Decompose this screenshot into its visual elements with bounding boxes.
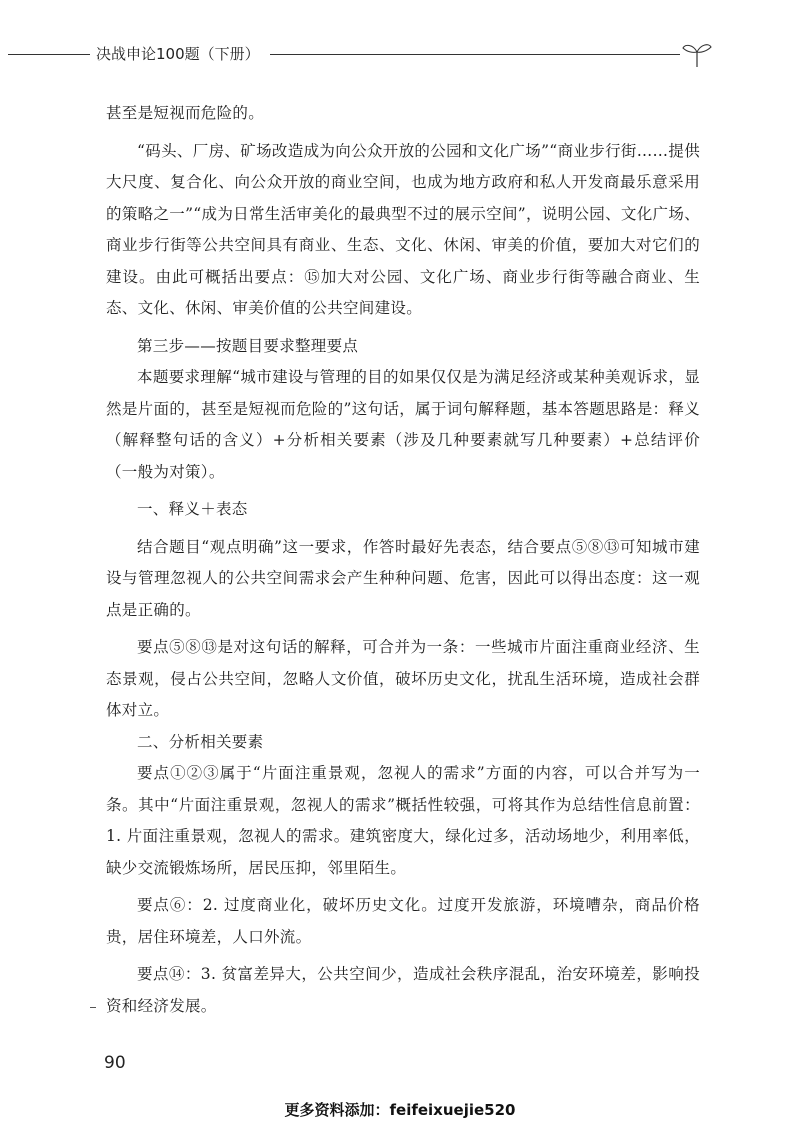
paragraph-point-14: 要点⑭：3. 贫富差异大，公共空间少，造成社会秩序混乱，治安环境差，影响投资和经济发展。 bbox=[106, 965, 700, 1015]
section-two-heading: 二、分析相关要素 bbox=[137, 732, 264, 751]
section-one-heading: 一、释义＋表态 bbox=[137, 500, 248, 518]
paragraph-continuation: 甚至是短视而危险的。 bbox=[106, 104, 265, 122]
page-number: 90 bbox=[104, 1053, 126, 1073]
page-body bbox=[106, 98, 700, 1022]
paragraph-points-1-2-3: 要点①②③属于“片面注重景观，忽视人的需求”方面的内容，可以合并写为一条。其中“片面注重景观，忽视人的需求”概括性较强，可将其作为总结性信息前置：1. 片面注重景观，忽视人的需求。建筑密度大，绿化过多，活动场地少，利用率低，缺少交流锻炼场所，居民压抑，邻里陌生。 bbox=[106, 764, 700, 877]
paragraph-analysis: “码头、厂房、矿场改造成为向公众开放的公园和文化广场”“商业步行街……提供大尺度、复合化、向公众开放的商业空间，也成为地方政府和私人开发商最乐意采用的策略之一”“成为日常生活审美化的最典型不过的展示空间”，说明公园、文化广场、商业步行街等公共空间具有商业、生态、文化、休闲、审美的价值，要加大对它们的建设。由此可概括出要点：⑮加大对公园、文化广场、商业步行街等融合商业、生态、文化、休闲、审美价值的公共空间建设。 bbox=[106, 141, 700, 317]
step-three-heading: 第三步——按题目要求整理要点 bbox=[137, 336, 359, 355]
paragraph-point-6: 要点⑥：2. 过度商业化，破坏历史文化。过度开发旅游，环境嘈杂，商品价格贵，居住环境差，人口外流。 bbox=[106, 896, 700, 946]
header-rule-left bbox=[8, 54, 90, 55]
running-header bbox=[0, 40, 800, 68]
sprout-icon bbox=[680, 40, 714, 68]
book-title: 决战申论100题（下册） bbox=[96, 45, 260, 63]
paragraph-explanation-points: 要点⑤⑧⑬是对这句话的解释，可合并为一条：一些城市片面注重商业经济、生态景观，侵占公共空间，忽略人文价值，破坏历史文化，扰乱生活环境，造成社会群体对立。 bbox=[106, 638, 700, 719]
paragraph-question-requirements: 本题要求理解“城市建设与管理的目的如果仅仅是为满足经济或某种美观诉求，显然是片面的，甚至是短视而危险的”这句话，属于词句解释题，基本答题思路是：释义（解释整句话的含义）+分析相关要素（涉及几种要素就写几种要素）+总结评价（一般为对策）。 bbox=[106, 368, 700, 481]
paragraph-stance: 结合题目“观点明确”这一要求，作答时最好先表态，结合要点⑤⑧⑬可知城市建设与管理忽视人的公共空间需求会产生种种问题、危害，因此可以得出态度：这一观点是正确的。 bbox=[106, 537, 700, 619]
footer-note: 更多资料添加：feifeixuejie520 bbox=[284, 1101, 516, 1119]
margin-mark bbox=[90, 1007, 96, 1008]
header-rule-right bbox=[270, 54, 680, 55]
